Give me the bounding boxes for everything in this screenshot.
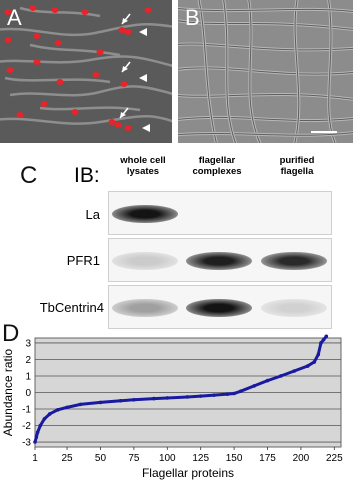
data-point [239,389,243,393]
kinetoplast-dot [34,33,41,39]
data-point [199,394,203,398]
kinetoplast-dot [82,9,89,15]
column-header-line: purified [279,155,315,166]
data-point [316,353,320,357]
data-point [232,392,236,396]
column-header-line: flagellar [198,155,236,166]
blot-row-label-tbcentrin4: TbCentrin4 [39,300,104,315]
blot-band [186,299,252,317]
micrograph-a-image [0,0,172,143]
column-header-line: whole cell [120,155,166,166]
data-point [65,406,69,410]
data-point [306,364,310,368]
kinetoplast-dot [109,119,116,125]
kinetoplast-dot [7,67,14,73]
x-tick-label: 25 [61,453,73,464]
data-point [132,398,136,402]
y-tick-label: 1 [25,371,31,383]
y-tick-label: 2 [25,354,31,366]
kinetoplast-dot [30,5,37,11]
data-point [39,424,43,428]
column-header-purified-flagella [262,155,332,177]
data-point [56,408,60,412]
micrograph-background [0,0,172,143]
kinetoplast-dot [125,125,132,131]
x-axis-label: Flagellar proteins [141,466,235,480]
panel-letter-d: D [2,320,20,347]
data-point [99,401,103,405]
blot-band [112,299,178,317]
blot-strip-tbcentrin4 [108,285,332,329]
data-point [252,384,256,388]
kinetoplast-dot [145,7,152,13]
data-point [312,360,316,364]
column-header-line: flagella [280,166,314,177]
kinetoplast-dot [55,40,62,46]
data-point [165,396,169,400]
kinetoplast-dot [125,29,132,35]
x-tick-label: 175 [259,453,276,464]
data-point [266,379,270,383]
micrograph-b [178,0,353,143]
x-tick-label: 50 [94,453,107,464]
kinetoplast-dot [115,122,122,128]
kinetoplast-dot [5,37,12,43]
data-point [279,374,283,378]
data-point [119,399,123,403]
x-tick-label: 225 [325,453,343,464]
y-tick-label: -3 [22,437,31,449]
blot-row-label-pfr1: PFR1 [66,253,100,268]
data-point [212,393,216,397]
kinetoplast-dot [52,7,59,13]
blot-band [261,299,327,317]
kinetoplast-dot [119,27,126,33]
blot-band [186,252,252,270]
kinetoplast-dot [72,109,79,115]
x-tick-label: 75 [128,453,140,464]
x-tick-label: 125 [192,453,210,464]
micrograph-b-image [178,0,353,143]
column-header-whole-cell-lysates [112,155,174,177]
blot-band [112,252,178,270]
blot-row-label-la: La [85,207,100,222]
column-header-flagellar-complexes [180,155,254,177]
panel-letter-c: C [20,162,38,189]
kinetoplast-dot [17,112,24,118]
data-point [322,338,326,342]
kinetoplast-dot [121,81,128,87]
data-point [226,392,230,396]
x-tick-label: 200 [292,453,310,464]
y-tick-label: -2 [22,421,31,433]
x-tick-label: 1 [32,453,38,464]
data-point [43,417,47,421]
kinetoplast-dot [34,59,41,65]
abundance-chart [0,330,353,484]
scale-bar [311,131,337,133]
panel-letter-a: A [7,5,22,30]
blot-strip-pfr1 [108,238,332,282]
blot-strip-la [108,191,332,235]
kinetoplast-dot [93,72,100,78]
kinetoplast-dot [97,49,104,55]
micrograph-a [0,0,172,143]
data-point [48,412,52,416]
y-axis-label: Abundance ratio [1,348,15,437]
x-tick-label: 150 [225,453,243,464]
column-header-line: complexes [192,166,242,177]
x-tick-label: 100 [158,453,176,464]
data-point [319,341,323,345]
y-tick-label: 0 [25,388,31,399]
kinetoplast-dot [41,101,48,107]
column-header-line: lysates [126,166,160,177]
data-point [292,369,296,373]
data-point [35,435,39,439]
data-point [79,403,83,407]
data-point [152,397,156,401]
panel-letter-b: B [185,5,200,30]
data-point [186,395,190,399]
y-tick-label: 3 [25,338,31,350]
data-point [33,440,37,444]
y-tick-label: -1 [22,404,31,416]
blot-band [112,205,178,223]
blot-band [261,252,327,270]
data-point [36,430,40,434]
kinetoplast-dot [57,79,64,85]
data-point [325,335,329,339]
ib-label: IB: [74,164,100,187]
